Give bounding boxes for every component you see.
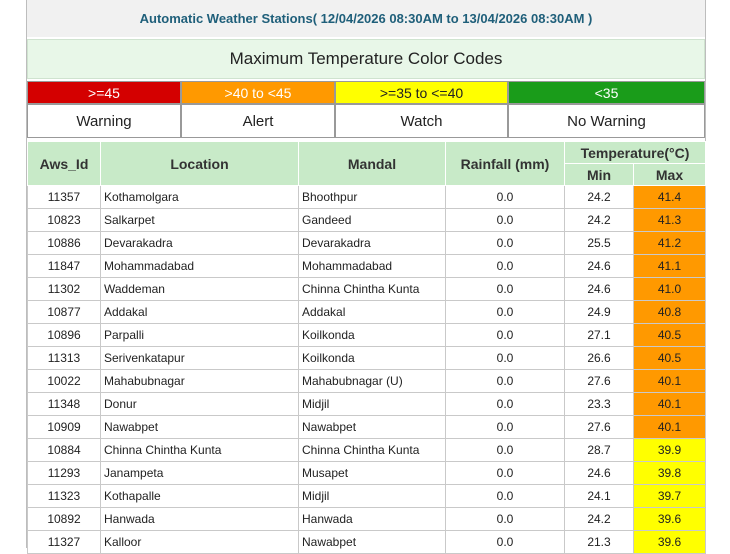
cell-min: 27.6 — [565, 416, 634, 439]
cell-mandal: Hanwada — [299, 508, 446, 531]
cell-aws-id: 10022 — [28, 370, 101, 393]
header-max[interactable]: Max — [634, 164, 706, 186]
cell-aws-id: 11348 — [28, 393, 101, 416]
cell-rainfall: 0.0 — [446, 508, 565, 531]
header-temperature: Temperature(°C) — [565, 142, 706, 164]
cell-min: 24.2 — [565, 186, 634, 209]
cell-aws-id: 10909 — [28, 416, 101, 439]
cell-aws-id: 10884 — [28, 439, 101, 462]
color-code-labels — [27, 104, 705, 138]
cell-max: 39.9 — [634, 439, 706, 462]
table-row — [28, 186, 706, 209]
cell-min: 23.3 — [565, 393, 634, 416]
color-code-ranges — [27, 81, 705, 104]
header-aws-id[interactable]: Aws_Id — [28, 142, 101, 186]
cell-location: Devarakadra — [101, 232, 299, 255]
cell-min: 24.6 — [565, 278, 634, 301]
cell-max: 39.6 — [634, 508, 706, 531]
cell-min: 24.2 — [565, 209, 634, 232]
cell-rainfall: 0.0 — [446, 301, 565, 324]
cell-rainfall: 0.0 — [446, 186, 565, 209]
cell-min: 26.6 — [565, 347, 634, 370]
cell-mandal: Devarakadra — [299, 232, 446, 255]
code-range-watch: >=35 to <=40 — [335, 81, 508, 104]
cell-mandal: Musapet — [299, 462, 446, 485]
cell-location: Kalloor — [101, 531, 299, 554]
cell-min: 24.2 — [565, 508, 634, 531]
cell-rainfall: 0.0 — [446, 347, 565, 370]
cell-location: Mohammadabad — [101, 255, 299, 278]
table-row — [28, 485, 706, 508]
cell-rainfall: 0.0 — [446, 485, 565, 508]
code-label-alert: Alert — [181, 104, 335, 138]
cell-rainfall: 0.0 — [446, 462, 565, 485]
cell-aws-id: 10823 — [28, 209, 101, 232]
cell-location: Parpalli — [101, 324, 299, 347]
weather-table — [27, 141, 706, 554]
cell-max: 39.8 — [634, 462, 706, 485]
cell-location: Donur — [101, 393, 299, 416]
code-label-no-warning: No Warning — [508, 104, 705, 138]
table-row — [28, 255, 706, 278]
cell-mandal: Gandeed — [299, 209, 446, 232]
cell-aws-id: 10896 — [28, 324, 101, 347]
table-row — [28, 301, 706, 324]
table-row — [28, 508, 706, 531]
cell-location: Salkarpet — [101, 209, 299, 232]
cell-max: 40.1 — [634, 393, 706, 416]
header-min[interactable]: Min — [565, 164, 634, 186]
cell-rainfall: 0.0 — [446, 370, 565, 393]
cell-min: 27.6 — [565, 370, 634, 393]
cell-aws-id: 11327 — [28, 531, 101, 554]
cell-mandal: Midjil — [299, 393, 446, 416]
header-location[interactable]: Location — [101, 142, 299, 186]
cell-max: 40.5 — [634, 324, 706, 347]
cell-location: Janampeta — [101, 462, 299, 485]
cell-mandal: Nawabpet — [299, 531, 446, 554]
cell-max: 41.4 — [634, 186, 706, 209]
cell-rainfall: 0.0 — [446, 393, 565, 416]
cell-mandal: Nawabpet — [299, 416, 446, 439]
cell-max: 41.1 — [634, 255, 706, 278]
cell-mandal: Addakal — [299, 301, 446, 324]
cell-rainfall: 0.0 — [446, 531, 565, 554]
header-mandal[interactable]: Mandal — [299, 142, 446, 186]
cell-mandal: Mohammadabad — [299, 255, 446, 278]
cell-max: 40.8 — [634, 301, 706, 324]
cell-location: Waddeman — [101, 278, 299, 301]
cell-location: Chinna Chintha Kunta — [101, 439, 299, 462]
cell-rainfall: 0.0 — [446, 278, 565, 301]
cell-mandal: Chinna Chintha Kunta — [299, 439, 446, 462]
cell-aws-id: 11847 — [28, 255, 101, 278]
cell-aws-id: 10886 — [28, 232, 101, 255]
cell-aws-id: 11313 — [28, 347, 101, 370]
code-range-alert: >40 to <45 — [181, 81, 335, 104]
page-title: Automatic Weather Stations( 12/04/2026 08:30AM to 13/04/2026 08:30AM ) — [27, 0, 705, 37]
cell-location: Addakal — [101, 301, 299, 324]
cell-min: 28.7 — [565, 439, 634, 462]
cell-mandal: Koilkonda — [299, 324, 446, 347]
table-row — [28, 370, 706, 393]
cell-rainfall: 0.0 — [446, 439, 565, 462]
table-row — [28, 232, 706, 255]
cell-min: 25.5 — [565, 232, 634, 255]
table-row — [28, 209, 706, 232]
cell-location: Nawabpet — [101, 416, 299, 439]
table-row — [28, 416, 706, 439]
table-row — [28, 439, 706, 462]
cell-max: 39.6 — [634, 531, 706, 554]
table-body — [28, 186, 706, 554]
cell-mandal: Bhoothpur — [299, 186, 446, 209]
code-label-watch: Watch — [335, 104, 508, 138]
cell-min: 21.3 — [565, 531, 634, 554]
cell-mandal: Koilkonda — [299, 347, 446, 370]
cell-min: 24.9 — [565, 301, 634, 324]
table-row — [28, 278, 706, 301]
table-row — [28, 531, 706, 554]
code-range-no-warning: <35 — [508, 81, 705, 104]
cell-min: 24.1 — [565, 485, 634, 508]
code-label-warning: Warning — [27, 104, 181, 138]
table-row — [28, 393, 706, 416]
color-codes-title: Maximum Temperature Color Codes — [27, 39, 705, 79]
cell-rainfall: 0.0 — [446, 416, 565, 439]
header-rainfall[interactable]: Rainfall (mm) — [446, 142, 565, 186]
cell-mandal: Chinna Chintha Kunta — [299, 278, 446, 301]
table-row — [28, 347, 706, 370]
cell-rainfall: 0.0 — [446, 232, 565, 255]
cell-max: 39.7 — [634, 485, 706, 508]
cell-max: 40.5 — [634, 347, 706, 370]
cell-rainfall: 0.0 — [446, 209, 565, 232]
cell-location: Mahabubnagar — [101, 370, 299, 393]
cell-aws-id: 10877 — [28, 301, 101, 324]
cell-min: 24.6 — [565, 462, 634, 485]
cell-max: 40.1 — [634, 416, 706, 439]
cell-location: Hanwada — [101, 508, 299, 531]
cell-rainfall: 0.0 — [446, 324, 565, 347]
cell-aws-id: 11357 — [28, 186, 101, 209]
cell-max: 41.0 — [634, 278, 706, 301]
cell-location: Kothapalle — [101, 485, 299, 508]
cell-max: 41.2 — [634, 232, 706, 255]
code-range-warning: >=45 — [27, 81, 181, 104]
table-row — [28, 462, 706, 485]
cell-mandal: Midjil — [299, 485, 446, 508]
cell-aws-id: 11302 — [28, 278, 101, 301]
cell-aws-id: 10892 — [28, 508, 101, 531]
table-row — [28, 324, 706, 347]
cell-aws-id: 11323 — [28, 485, 101, 508]
cell-max: 40.1 — [634, 370, 706, 393]
cell-min: 27.1 — [565, 324, 634, 347]
cell-rainfall: 0.0 — [446, 255, 565, 278]
cell-location: Serivenkatapur — [101, 347, 299, 370]
cell-mandal: Mahabubnagar (U) — [299, 370, 446, 393]
cell-aws-id: 11293 — [28, 462, 101, 485]
cell-min: 24.6 — [565, 255, 634, 278]
cell-location: Kothamolgara — [101, 186, 299, 209]
cell-max: 41.3 — [634, 209, 706, 232]
